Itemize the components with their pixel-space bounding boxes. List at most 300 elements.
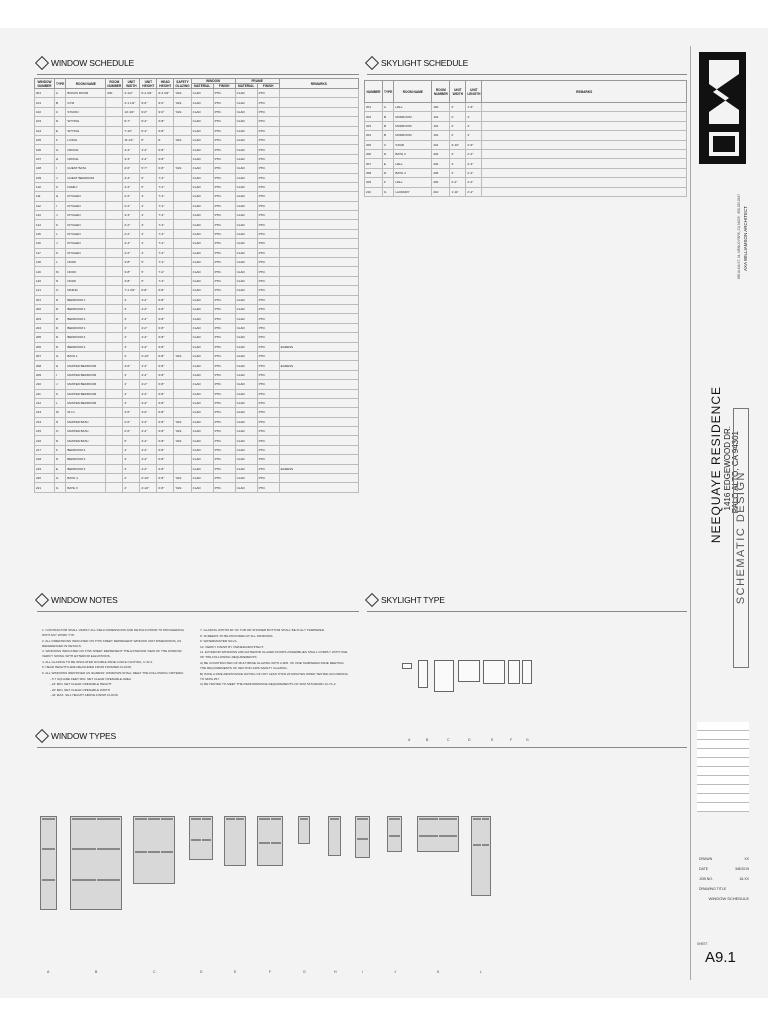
window-schedule-cell: 104 (35, 126, 55, 135)
skylight-schedule-cell: D (383, 149, 394, 158)
window-schedule-cell: 120 (35, 276, 55, 285)
window-schedule-cell: 7'-4" (157, 201, 174, 210)
skylight-schedule-cell: 2' (450, 121, 466, 130)
window-schedule-cell: 113 (35, 211, 55, 220)
skylight-schedule-cell: 206 (365, 149, 383, 158)
window-schedule-cell: 105 (35, 135, 55, 144)
window-schedule-cell: 4'-2" (140, 323, 157, 332)
window-schedule-cell: 4' (123, 370, 140, 379)
window-schedule-cell (279, 248, 358, 257)
window-type-letter: E (234, 970, 237, 974)
window-schedule-cell: 106 (35, 145, 55, 154)
window-schedule-cell: CLAD (191, 398, 213, 407)
window-schedule-cell: 108 (35, 164, 55, 173)
window-schedule-header (37, 58, 134, 68)
window-schedule-cell: 4' (123, 333, 140, 342)
window-schedule-cell: PTD. (213, 286, 235, 295)
sky-col-number: NUMBER (365, 81, 383, 103)
skylight-schedule-cell (482, 140, 687, 149)
skylight-schedule-cell: BATH 3 (394, 149, 432, 158)
window-schedule-cell: 215 (35, 427, 55, 436)
window-schedule-cell: 4'-4" (123, 239, 140, 248)
window-schedule-cell (106, 267, 123, 276)
window-type-e (224, 816, 246, 866)
window-schedule-cell: CLAD (235, 248, 257, 257)
window-schedule-cell: 209 (35, 370, 55, 379)
window-schedule-cell: MASTER BEDROOM (66, 398, 106, 407)
window-schedule-cell: CLAD (235, 192, 257, 201)
window-schedule-cell: CLAD (235, 89, 257, 98)
window-schedule-cell (106, 182, 123, 191)
window-schedule-row (35, 464, 359, 473)
window-schedule-cell: D (55, 436, 66, 445)
job-label: JOB NO. (699, 877, 714, 881)
window-schedule-cell: CLAD (235, 201, 257, 210)
col-window-material: MATERIAL (191, 84, 213, 89)
window-schedule-cell: 218 (35, 455, 55, 464)
window-schedule-cell (174, 380, 191, 389)
window-schedule-cell: CLAD (191, 351, 213, 360)
drawn-value: XX (744, 857, 749, 861)
window-schedule-cell (174, 154, 191, 163)
skylight-schedule-cell: 2'-2" (466, 168, 482, 177)
window-schedule-cell: 6'-8" (157, 117, 174, 126)
window-schedule-cell: 7'-4" (157, 182, 174, 191)
window-schedule-cell: BEDROOM 3 (66, 464, 106, 473)
window-schedule-cell (174, 201, 191, 210)
window-schedule-cell: 4' (140, 239, 157, 248)
window-schedule-cell: O (55, 427, 66, 436)
skylight-type-letter: B (426, 738, 429, 742)
window-schedule-cell: PTD. (257, 286, 279, 295)
window-schedule-cell: BONUS ROOM (66, 89, 106, 98)
window-schedule-cell: CLAD (191, 483, 213, 492)
window-schedule-cell: 7'-4" (157, 192, 174, 201)
window-schedule-cell: PTD. (257, 408, 279, 417)
window-schedule-cell (279, 323, 358, 332)
window-schedule-cell: CLAD (235, 182, 257, 191)
window-schedule-cell (106, 135, 123, 144)
window-schedule-cell (174, 258, 191, 267)
window-schedule-row (35, 295, 359, 304)
window-schedule-cell: 6'-8" (157, 427, 174, 436)
window-schedule-cell: CLAD (235, 445, 257, 454)
window-schedule-cell: CLAD (191, 107, 213, 116)
window-schedule-cell: PTD. (257, 145, 279, 154)
window-schedule-row (35, 304, 359, 313)
window-schedule-cell: 4'-2" (140, 380, 157, 389)
window-schedule-cell (174, 220, 191, 229)
window-schedule-cell: 6'-8" (157, 295, 174, 304)
window-schedule-cell: 211 (35, 389, 55, 398)
window-schedule-cell: CLAD (191, 229, 213, 238)
window-schedule-cell: K (55, 389, 66, 398)
window-types-rule (37, 747, 687, 748)
window-schedule-cell: 220 (35, 474, 55, 483)
window-schedule-cell (279, 398, 358, 407)
window-schedule-cell: PTD. (213, 464, 235, 473)
window-schedule-cell: PTD. (257, 398, 279, 407)
window-schedule-cell: CLAD (191, 342, 213, 351)
skylight-schedule-cell (482, 178, 687, 187)
window-schedule-cell: 5' (140, 258, 157, 267)
firm-name: AXA WILLIAMSON ARCHITECT (743, 206, 748, 272)
window-schedule-cell: PTD. (213, 248, 235, 257)
skylight-schedule-cell: MUDROOM (394, 131, 432, 140)
window-schedule-cell: 101 (35, 98, 55, 107)
window-schedule-row (35, 107, 359, 116)
skylight-schedule-cell: 210 (432, 187, 450, 196)
window-schedule-cell: 111 (35, 192, 55, 201)
window-schedule-cell: PTD. (213, 98, 235, 107)
window-schedule-cell: NOOK (66, 276, 106, 285)
window-schedule-cell: 112 (35, 201, 55, 210)
window-schedule-cell: E (55, 126, 66, 135)
window-schedule-cell: CLAD (235, 323, 257, 332)
title-block-info (699, 854, 749, 904)
window-type-g (298, 816, 310, 844)
window-schedule-cell (106, 483, 123, 492)
window-schedule-cell (106, 248, 123, 257)
window-schedule-cell: KITCHEN (66, 211, 106, 220)
window-schedule-cell: CLAD (235, 98, 257, 107)
window-schedule-cell (279, 164, 358, 173)
window-schedule-cell: 3'-6" (123, 408, 140, 417)
window-schedule-cell: CLAD (191, 89, 213, 98)
window-type-i (355, 816, 370, 858)
window-schedule-cell: KITCHEN (66, 201, 106, 210)
window-schedule-cell: 9'-6" (157, 98, 174, 107)
window-schedule-cell (106, 192, 123, 201)
col-head-height: HEAD HEIGHT (157, 79, 174, 89)
window-schedule-cell (174, 398, 191, 407)
window-schedule-cell: 117 (35, 248, 55, 257)
window-schedule-cell (106, 117, 123, 126)
window-schedule-cell: 6'-8" (157, 304, 174, 313)
window-schedule-cell (106, 314, 123, 323)
window-schedule-cell (106, 351, 123, 360)
window-schedule-cell: YES (174, 98, 191, 107)
skylight-schedule-row (365, 112, 687, 121)
window-schedule-row (35, 164, 359, 173)
skylight-schedule-header (367, 58, 468, 68)
window-schedule-cell: CLAD (191, 474, 213, 483)
window-schedule-cell: H (55, 192, 66, 201)
project-name: NEEQUAYE RESIDENCE (709, 386, 723, 544)
window-schedule-cell (106, 201, 123, 210)
window-schedule-cell: 4' (123, 314, 140, 323)
window-schedule-cell (174, 389, 191, 398)
window-schedule-cell: 7'-4" (157, 248, 174, 257)
window-schedule-cell: 14'-3/4" (123, 107, 140, 116)
skylight-schedule-cell (482, 131, 687, 140)
window-schedule-cell: 11'-10" (123, 135, 140, 144)
window-schedule-cell: 202 (35, 304, 55, 313)
window-schedule-row (35, 145, 359, 154)
window-schedule-cell: L (55, 229, 66, 238)
window-schedule-cell: YES (174, 427, 191, 436)
date-value: 5/8/2019 (735, 867, 749, 871)
window-schedule-cell: 4'-2" (140, 295, 157, 304)
skylight-schedule-cell: MUDROOM (394, 121, 432, 130)
window-schedule-cell (174, 117, 191, 126)
window-schedule-thead (35, 79, 359, 89)
window-schedule-cell (279, 145, 358, 154)
window-schedule-cell: L (55, 398, 66, 407)
window-schedule-cell: PTD. (257, 380, 279, 389)
window-schedule-cell: PTD. (257, 389, 279, 398)
window-schedule-cell: 6'-8" (157, 154, 174, 163)
col-room-number: ROOM NUMBER (107, 79, 122, 88)
skylight-schedule-cell: MUDROOM (394, 112, 432, 121)
window-schedule-cell (279, 333, 358, 342)
window-schedule-cell: SITTING (66, 126, 106, 135)
skylight-type-letter: A (408, 738, 411, 742)
window-schedule-cell: N (55, 276, 66, 285)
window-schedule-cell: D (55, 314, 66, 323)
window-schedule-cell: 2'-2" (123, 229, 140, 238)
skylight-type-d (458, 660, 480, 682)
window-schedule-row (35, 323, 359, 332)
window-schedule-cell: PTD. (257, 427, 279, 436)
window-schedule-cell: 6'-8" (157, 145, 174, 154)
window-schedule-cell (174, 192, 191, 201)
window-schedule-cell: 5' (140, 173, 157, 182)
window-schedule-cell: K (55, 220, 66, 229)
window-schedule-cell: BATH 3 (66, 483, 106, 492)
window-note: A) BE CONSTRUCTED OF MULTIPANE GLAZING WITH A MIN. OF ONE TEMPERED PANE MEETING THE REQUIREMENTS OF SECTION 2406 SAFETY GLAZING. (200, 660, 344, 670)
skylight-schedule-cell: 2' (450, 103, 466, 112)
window-schedule-cell: G (55, 483, 66, 492)
window-note: B) HAVE A FIRE-RESISTANCE RATING OF NOT LESS THAN 20 MINUTES WHEN TESTED ACCORDING TO NFPA 257. (200, 671, 349, 681)
skylight-schedule-cell: 203 (365, 121, 383, 130)
window-schedule-cell: BEDROOM 2 (66, 333, 106, 342)
window-schedule-cell: PTD. (213, 258, 235, 267)
window-schedule-cell: 7'-4" (157, 239, 174, 248)
revision-lines (697, 722, 749, 812)
window-schedule-cell: PTD. (213, 398, 235, 407)
window-type-letter: F (269, 970, 272, 974)
window-schedule-cell: 7'-4" (157, 211, 174, 220)
window-notes-title: WINDOW NOTES (51, 595, 118, 605)
window-schedule-cell: 4'-4" (123, 154, 140, 163)
skylight-schedule-body (365, 103, 687, 197)
window-schedule-cell: 4' (140, 192, 157, 201)
window-schedule-cell: PTD. (257, 164, 279, 173)
window-schedule-cell: 4'-2" (140, 304, 157, 313)
col-frame-finish: FINISH (257, 84, 279, 89)
window-schedule-cell (106, 408, 123, 417)
window-schedule-cell (279, 258, 358, 267)
window-schedule-cell (279, 370, 358, 379)
skylight-schedule-cell: 202 (432, 159, 450, 168)
window-schedule-cell: 4'-2" (140, 464, 157, 473)
window-schedule-cell (279, 276, 358, 285)
window-schedule-cell: 4'-6" (123, 361, 140, 370)
window-schedule-cell: 6'-8" (157, 445, 174, 454)
window-schedule-cell (279, 295, 358, 304)
window-schedule-cell: 110 (35, 182, 55, 191)
window-schedule-cell: PTD. (257, 361, 279, 370)
sky-col-type: TYPE (383, 81, 394, 103)
window-schedule-cell: YES (174, 351, 191, 360)
window-schedule-cell (174, 464, 191, 473)
window-notes-rule (37, 611, 359, 612)
window-schedule-cell: 000 (106, 89, 123, 98)
window-note: 7. GLAZING WITHIN 60' OF TUB OR SHOWER BOTTOM SHALL BE FULLY TEMPERED. (200, 628, 325, 632)
window-schedule-cell: 6'-4" (140, 126, 157, 135)
window-schedule-row (35, 182, 359, 191)
window-schedule-cell: OFFICE (66, 154, 106, 163)
sky-col-unit-length: UNIT LENGTH (466, 81, 482, 103)
window-schedule-cell (106, 389, 123, 398)
window-schedule-cell: CLAD (235, 276, 257, 285)
window-schedule-cell (106, 173, 123, 182)
window-schedule-cell: 4' (140, 211, 157, 220)
window-schedule-cell: 2'-10" (140, 474, 157, 483)
window-schedule-cell: J (55, 211, 66, 220)
window-schedule-cell (279, 445, 358, 454)
sheet-number: A9.1 (705, 949, 736, 966)
skylight-schedule-row (365, 131, 687, 140)
window-schedule-cell: 9'-6" (140, 107, 157, 116)
skylight-type-rule (367, 611, 687, 612)
window-schedule-cell: PTD. (257, 342, 279, 351)
skylight-schedule-cell: 209 (365, 178, 383, 187)
window-schedule-cell (174, 267, 191, 276)
skylight-schedule-row (365, 103, 687, 112)
window-schedule-cell (279, 427, 358, 436)
window-schedule-cell (106, 474, 123, 483)
skylight-schedule-table (364, 80, 687, 197)
window-schedule-cell: PTD. (257, 483, 279, 492)
window-schedule-cell (174, 323, 191, 332)
window-schedule-cell (174, 126, 191, 135)
window-schedule-cell: D (55, 323, 66, 332)
window-schedule-title: WINDOW SCHEDULE (51, 58, 134, 68)
window-schedule-cell: 205 (35, 333, 55, 342)
window-schedule-cell: CLAD (191, 135, 213, 144)
sheet-label: SHEET (697, 942, 708, 946)
window-schedule-cell: BEDROOM 2 (66, 342, 106, 351)
diamond-icon (35, 593, 49, 607)
window-schedule-cell: PTD. (257, 351, 279, 360)
skylight-schedule-cell: B (383, 112, 394, 121)
window-schedule-cell (279, 483, 358, 492)
window-schedule-cell (279, 380, 358, 389)
window-schedule-cell: CLAD (235, 267, 257, 276)
window-schedule-row (35, 239, 359, 248)
window-schedule-cell: MASTER BEDROOM (66, 361, 106, 370)
window-schedule-cell: 4' (123, 445, 140, 454)
window-schedule-cell: CLAD (191, 145, 213, 154)
window-schedule-cell: 2'-2" (123, 248, 140, 257)
window-schedule-cell: PTD. (213, 389, 235, 398)
window-schedule-cell: MASTER BEDROOM (66, 380, 106, 389)
window-schedule-cell: 6'-8" (157, 417, 174, 426)
drawing-title-label: DRAWING TITLE (699, 887, 727, 891)
skylight-type-letter: G (526, 738, 530, 742)
window-schedule-cell: E (55, 464, 66, 473)
window-type-letter: G (303, 970, 307, 974)
window-schedule-cell: PTD. (213, 455, 235, 464)
skylight-schedule-cell (482, 103, 687, 112)
window-schedule-cell: CLAD (235, 436, 257, 445)
window-schedule-cell: 4' (123, 323, 140, 332)
window-schedule-cell: PTD. (213, 408, 235, 417)
window-schedule-cell: LIVING (66, 135, 106, 144)
window-schedule-cell: BATH 1 (66, 351, 106, 360)
window-schedule-cell (279, 314, 358, 323)
window-schedule-cell: 4'-2" (140, 154, 157, 163)
window-schedule-cell: CLAD (191, 286, 213, 295)
window-schedule-cell: M (55, 267, 66, 276)
window-schedule-cell: 4' (140, 201, 157, 210)
window-schedule-cell: 4' (123, 398, 140, 407)
window-schedule-cell: PTD. (257, 135, 279, 144)
window-schedule-cell: CLAD (191, 117, 213, 126)
window-schedule-cell: CLAD (191, 154, 213, 163)
window-schedule-cell: 4' (123, 295, 140, 304)
window-schedule-cell (174, 239, 191, 248)
skylight-schedule-cell: 2'-4" (466, 159, 482, 168)
window-schedule-cell (174, 295, 191, 304)
window-schedule-row (35, 201, 359, 210)
window-schedule-cell (174, 361, 191, 370)
window-schedule-cell: 4' (123, 304, 140, 313)
window-schedule-cell: CLAD (191, 370, 213, 379)
window-schedule-cell: PTD. (213, 192, 235, 201)
window-schedule-cell: 9'-4 3/4" (157, 89, 174, 98)
window-schedule-cell: BEDROOM 1 (66, 304, 106, 313)
skylight-schedule-cell: LAUNDRY (394, 187, 432, 196)
skylight-schedule-cell (482, 149, 687, 158)
window-schedule-cell: 7'-1 3/4" (123, 286, 140, 295)
window-schedule-cell: 4' (123, 389, 140, 398)
window-schedule-cell: 6'-8" (157, 455, 174, 464)
window-schedule-cell: 6'-8" (157, 164, 174, 173)
window-schedule-cell: GYM (66, 98, 106, 107)
window-schedule-cell (106, 445, 123, 454)
skylight-schedule-cell: 2'-2" (466, 187, 482, 196)
window-schedule-cell: MASTER BATH (66, 427, 106, 436)
window-schedule-cell: PTD. (213, 436, 235, 445)
window-schedule-cell: 5' (140, 276, 157, 285)
window-schedule-cell: PTD. (257, 173, 279, 182)
window-schedule-cell: PTD. (213, 182, 235, 191)
window-schedule-cell: 219 (35, 464, 55, 473)
skylight-schedule-row (365, 149, 687, 158)
skylight-schedule-cell: 201 (432, 140, 450, 149)
window-schedule-cell: 6'-8" (157, 380, 174, 389)
window-schedule-cell: 4' (123, 342, 140, 351)
window-schedule-cell (279, 286, 358, 295)
window-schedule-cell: CLAD (191, 323, 213, 332)
window-schedule-cell: CLAD (191, 182, 213, 191)
skylight-schedule-cell: 4' (450, 149, 466, 158)
firm-address: 650 ALMA ST. #4, MENLO PARK, CA 94025 · 650.329.0347 (737, 194, 741, 279)
window-schedule-row (35, 267, 359, 276)
window-schedule-cell: YES (174, 474, 191, 483)
window-schedule-cell (174, 211, 191, 220)
window-schedule-cell: CLAD (191, 389, 213, 398)
window-schedule-cell: PTD. (257, 304, 279, 313)
window-schedule-cell: D (55, 117, 66, 126)
window-schedule-cell: EGRESS (279, 342, 358, 351)
window-schedule-cell: D (55, 333, 66, 342)
window-schedule-cell (174, 304, 191, 313)
window-schedule-cell: PTD. (257, 229, 279, 238)
